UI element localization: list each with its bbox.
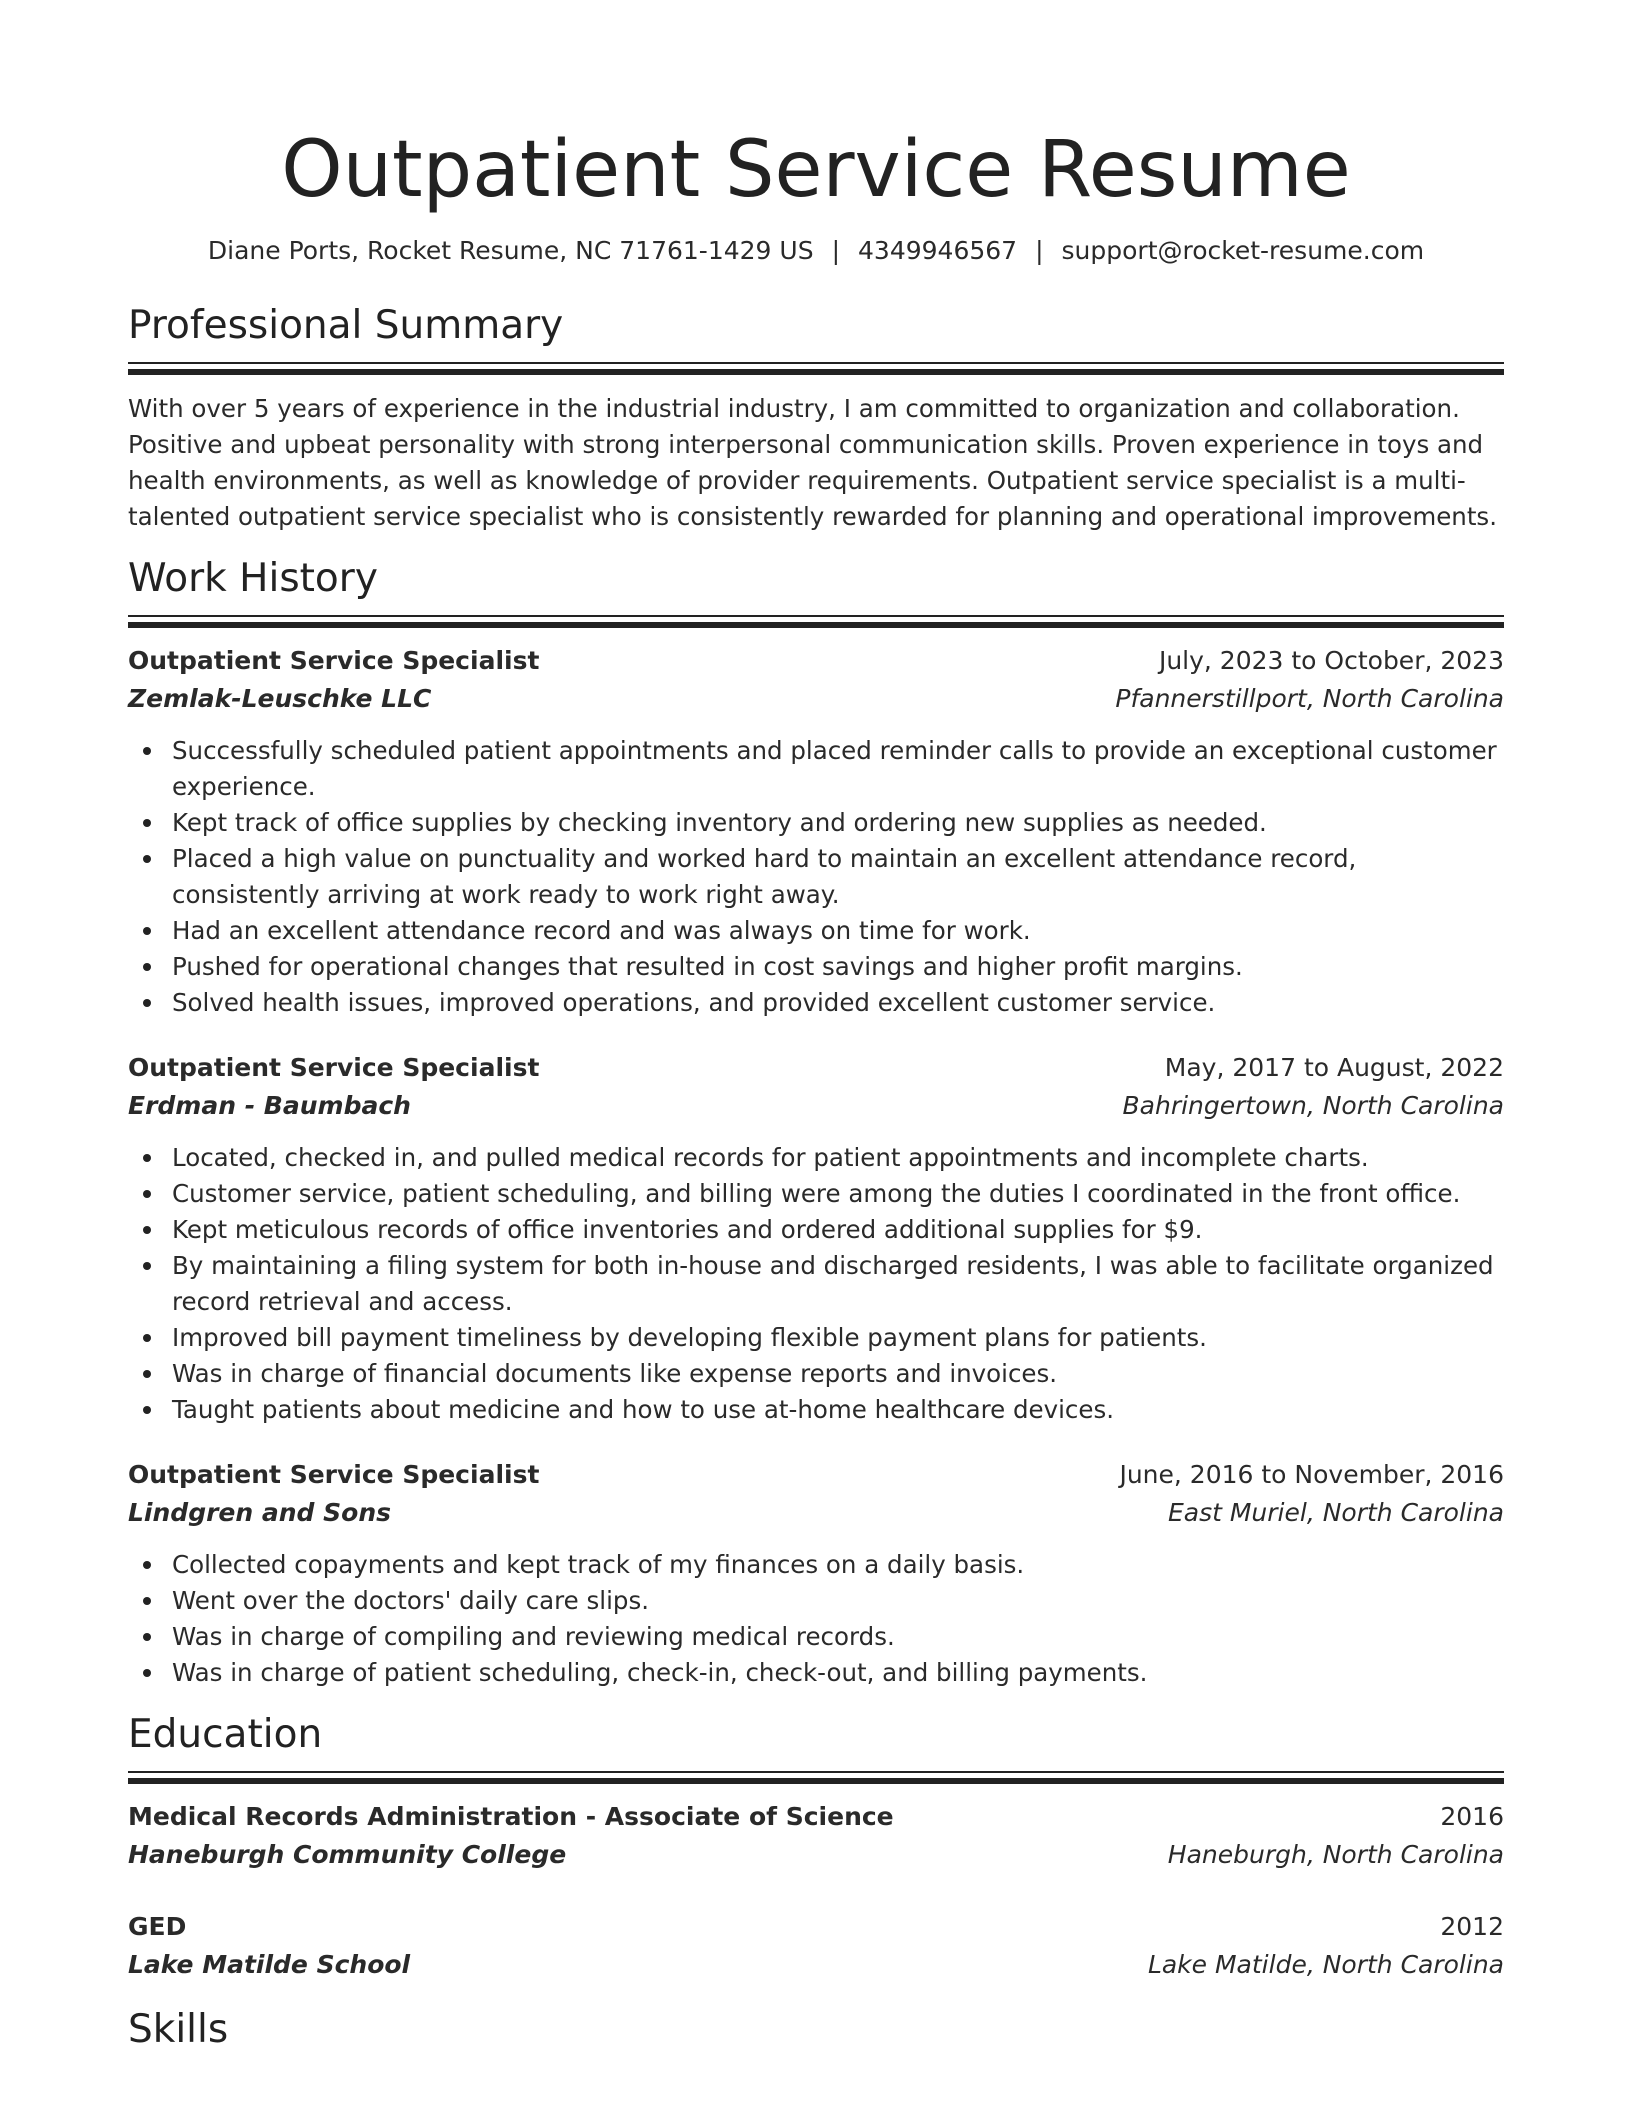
list-item: Customer service, patient scheduling, and billing were among the duties I coordinated in the front office. (128, 1176, 1504, 1212)
job-dates: July, 2023 to October, 2023 (1158, 646, 1504, 675)
job-title: Outpatient Service Specialist (128, 1460, 540, 1489)
list-item: Taught patients about medicine and how to use at-home healthcare devices. (128, 1392, 1504, 1428)
job-duties-list (128, 1547, 1504, 1691)
list-item: Was in charge of financial documents like expense reports and invoices. (128, 1356, 1504, 1392)
job-title: Outpatient Service Specialist (128, 1053, 540, 1082)
skills-heading: Skills (128, 2007, 229, 2052)
list-item: Was in charge of patient scheduling, check-in, check-out, and billing payments. (128, 1655, 1504, 1691)
job-duties-list (128, 1140, 1504, 1428)
education-heading: Education (128, 1712, 323, 1757)
skills-section (128, 2006, 1504, 2054)
job-dates: June, 2016 to November, 2016 (1119, 1460, 1504, 1489)
contact-separator: | (1035, 236, 1044, 265)
education-location: Haneburgh, North Carolina (1167, 1840, 1504, 1869)
list-item: Improved bill payment timeliness by developing flexible payment plans for patients. (128, 1320, 1504, 1356)
job-location: Bahringertown, North Carolina (1122, 1091, 1504, 1120)
education-year: 2012 (1440, 1912, 1504, 1941)
list-item: Went over the doctors' daily care slips. (128, 1583, 1504, 1619)
job-company: Zemlak-Leuschke LLC (128, 684, 432, 713)
list-item: Solved health issues, improved operations, and provided excellent customer service. (128, 985, 1504, 1021)
list-item: Located, checked in, and pulled medical records for patient appointments and incomplete charts. (128, 1140, 1504, 1176)
list-item: Kept track of office supplies by checking inventory and ordering new supplies as needed. (128, 805, 1504, 841)
job-title: Outpatient Service Specialist (128, 646, 540, 675)
job-location: Pfannerstillport, North Carolina (1115, 684, 1504, 713)
job-entry (128, 642, 1504, 1021)
job-company: Lindgren and Sons (128, 1498, 392, 1527)
education-location: Lake Matilde, North Carolina (1147, 1950, 1504, 1979)
contact-separator: | (831, 236, 841, 265)
job-duties-list (128, 733, 1504, 1021)
job-entry (128, 1456, 1504, 1691)
contact-address: Diane Ports, Rocket Resume, NC 71761-1429 US (207, 236, 814, 265)
list-item: Placed a high value on punctuality and worked hard to maintain an excellent attendance record, consistently arriving at work ready to work right away. (128, 841, 1504, 913)
list-item: By maintaining a filing system for both in-house and discharged residents, I was able to facilitate organized record retrieval and access. (128, 1248, 1504, 1320)
summary-section (128, 302, 1504, 535)
education-degree: GED (128, 1912, 187, 1941)
section-divider (128, 362, 1504, 375)
resume-title: Outpatient Service Resume (281, 125, 1351, 215)
summary-text: With over 5 years of experience in the industrial industry, I am committed to organization and collaboration. Positive and upbeat personality with strong interpersonal communication skills. Proven experience in toys and health environments, as well as knowledge of provider requirements. Outpatient service specialist is a multi-talented outpatient service specialist who is consistently rewarded for planning and operational improvements. (128, 394, 1497, 531)
list-item: Pushed for operational changes that resulted in cost savings and higher profit margins. (128, 949, 1504, 985)
job-location: East Muriel, North Carolina (1167, 1498, 1504, 1527)
contact-line (128, 234, 1504, 268)
work-history-heading: Work History (128, 556, 378, 601)
section-divider (128, 615, 1504, 628)
contact-email: support@rocket-resume.com (1061, 236, 1425, 265)
list-item: Collected copayments and kept track of my finances on a daily basis. (128, 1547, 1504, 1583)
list-item: Successfully scheduled patient appointments and placed reminder calls to provide an exceptional customer experience. (128, 733, 1504, 805)
section-divider (128, 1771, 1504, 1784)
job-company: Erdman - Baumbach (128, 1091, 411, 1120)
contact-phone: 4349946567 (858, 236, 1018, 265)
education-school: Haneburgh Community College (128, 1840, 567, 1869)
education-entry (128, 1908, 1504, 1984)
list-item: Was in charge of compiling and reviewing medical records. (128, 1619, 1504, 1655)
education-entry (128, 1798, 1504, 1874)
education-school: Lake Matilde School (128, 1950, 411, 1979)
education-section (128, 1711, 1504, 1984)
job-dates: May, 2017 to August, 2022 (1164, 1053, 1504, 1082)
list-item: Had an excellent attendance record and was always on time for work. (128, 913, 1504, 949)
job-entry (128, 1049, 1504, 1428)
education-year: 2016 (1440, 1802, 1504, 1831)
list-item: Kept meticulous records of office inventories and ordered additional supplies for $9. (128, 1212, 1504, 1248)
summary-heading: Professional Summary (128, 303, 564, 348)
education-degree: Medical Records Administration - Associate of Science (128, 1802, 894, 1831)
work-history-section (128, 555, 1504, 1691)
